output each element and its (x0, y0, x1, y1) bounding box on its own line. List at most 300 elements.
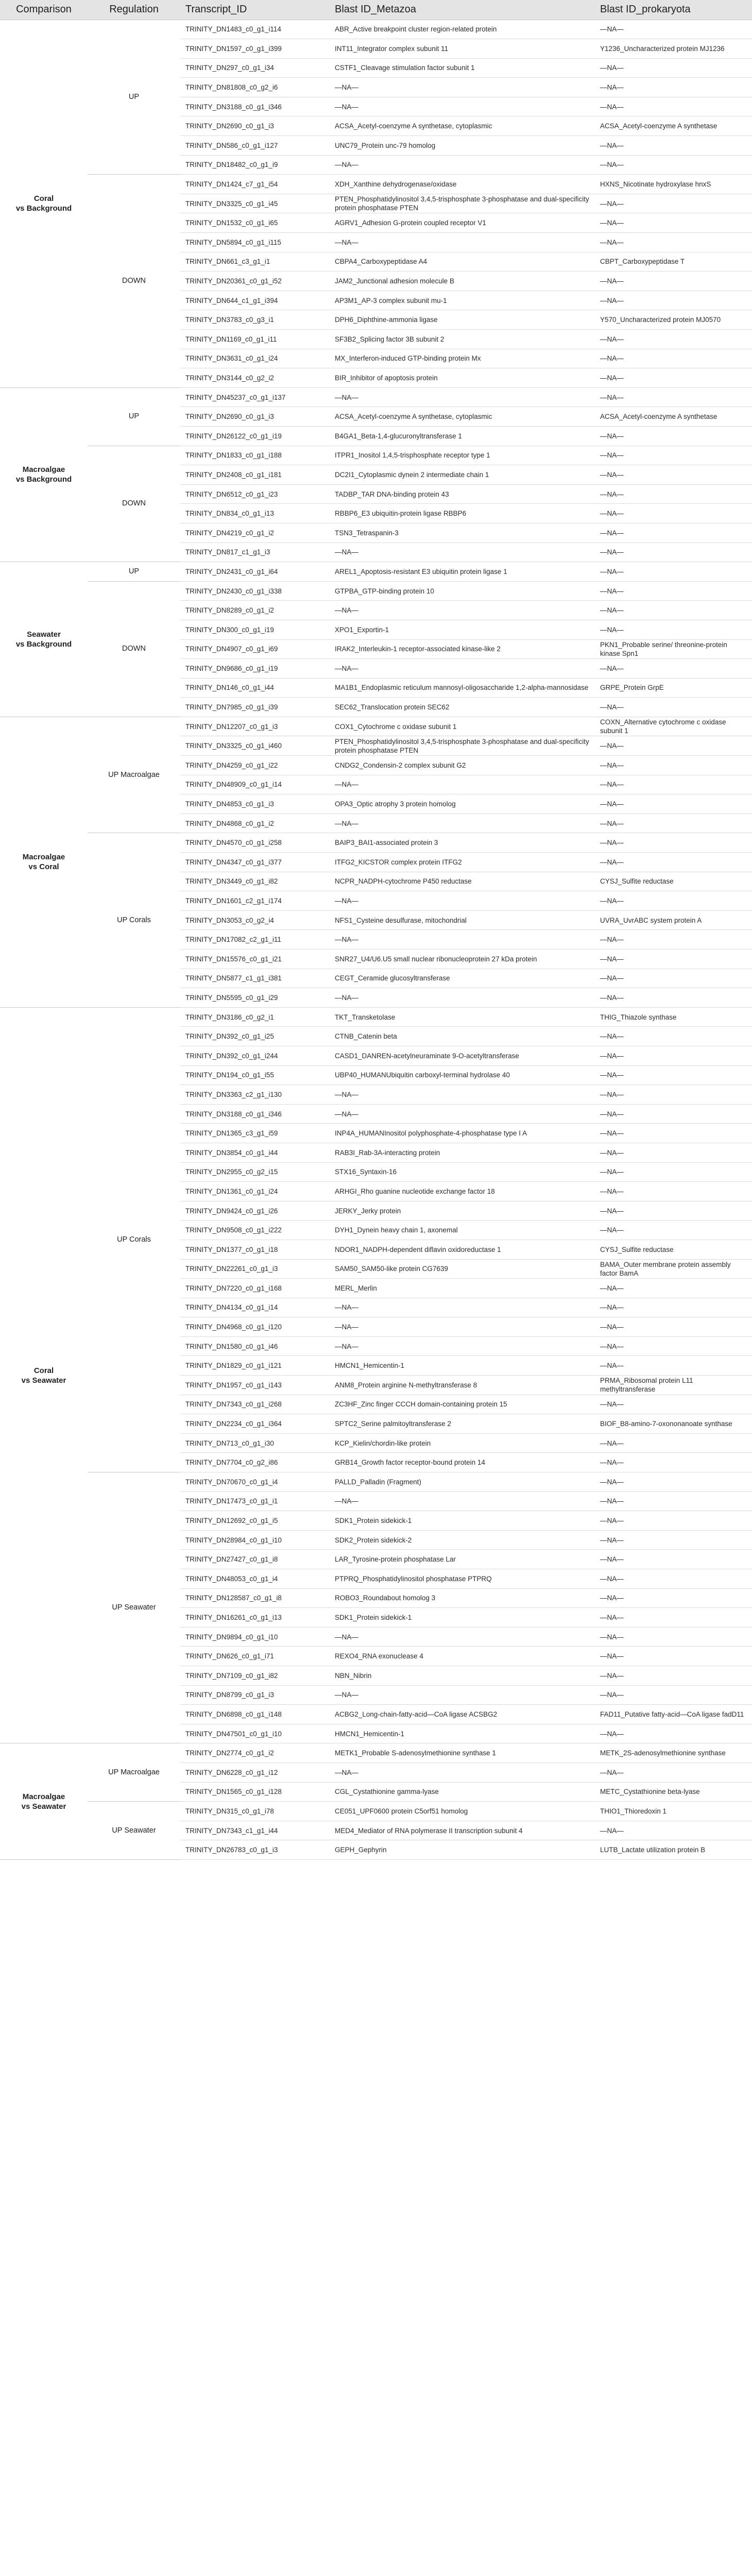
transcript-id-cell: TRINITY_DN2690_c0_g1_i3 (180, 116, 330, 136)
transcript-id-cell: TRINITY_DN1532_c0_g1_i65 (180, 213, 330, 233)
transcript-id-cell: TRINITY_DN3325_c0_g1_i45 (180, 194, 330, 213)
transcript-id-cell: TRINITY_DN128587_c0_g1_i8 (180, 1588, 330, 1608)
regulation-cell: UP (88, 20, 180, 175)
regulation-cell: DOWN (88, 446, 180, 562)
blast-prokaryota-cell: —NA— (595, 484, 752, 504)
transcript-id-cell: TRINITY_DN2430_c0_g1_i338 (180, 581, 330, 601)
blast-metazoa-cell: —NA— (330, 97, 595, 116)
transcript-id-cell: TRINITY_DN713_c0_g1_i30 (180, 1433, 330, 1453)
blast-metazoa-cell: DYH1_Dynein heavy chain 1, axonemal (330, 1221, 595, 1240)
blast-prokaryota-cell: CBPT_Carboxypeptidase T (595, 252, 752, 272)
blast-metazoa-cell: SF3B2_Splicing factor 3B subunit 2 (330, 330, 595, 349)
blast-prokaryota-cell: —NA— (595, 1336, 752, 1356)
blast-prokaryota-cell: ACSA_Acetyl-coenzyme A synthetase (595, 116, 752, 136)
blast-prokaryota-cell: —NA— (595, 1724, 752, 1743)
blast-metazoa-cell: COX1_Cytochrome c oxidase subunit 1 (330, 717, 595, 736)
transcript-id-cell: TRINITY_DN47501_c0_g1_i10 (180, 1724, 330, 1743)
transcript-id-cell: TRINITY_DN6898_c0_g1_i148 (180, 1705, 330, 1724)
blast-prokaryota-cell: —NA— (595, 426, 752, 446)
blast-prokaryota-cell: —NA— (595, 446, 752, 465)
blast-prokaryota-cell: —NA— (595, 601, 752, 620)
transcript-id-cell: TRINITY_DN3144_c0_g2_i2 (180, 368, 330, 388)
blast-metazoa-cell: —NA— (330, 1317, 595, 1337)
blast-prokaryota-cell: THIO1_Thioredoxin 1 (595, 1802, 752, 1821)
blast-prokaryota-cell: PKN1_Probable serine/ threonine-protein kinase Spn1 (595, 639, 752, 659)
blast-prokaryota-cell: —NA— (595, 1550, 752, 1569)
blast-metazoa-cell: —NA— (330, 78, 595, 97)
blast-metazoa-cell: —NA— (330, 1085, 595, 1105)
blast-prokaryota-cell: THIG_Thiazole synthase (595, 1007, 752, 1027)
blast-prokaryota-cell: —NA— (595, 1433, 752, 1453)
transcript-id-cell: TRINITY_DN661_c3_g1_i1 (180, 252, 330, 272)
transcript-id-cell: TRINITY_DN12207_c0_g1_i3 (180, 717, 330, 736)
blast-prokaryota-cell: —NA— (595, 891, 752, 911)
blast-prokaryota-cell: —NA— (595, 368, 752, 388)
blast-prokaryota-cell: BIOF_B8-amino-7-oxononanoate synthase (595, 1414, 752, 1434)
blast-prokaryota-cell: —NA— (595, 969, 752, 988)
blast-prokaryota-cell: —NA— (595, 523, 752, 543)
table-row (0, 1472, 752, 1492)
transcript-id-cell: TRINITY_DN1365_c3_g1_i59 (180, 1124, 330, 1143)
transcript-id-cell: TRINITY_DN28984_c0_g1_i10 (180, 1530, 330, 1550)
blast-prokaryota-cell: —NA— (595, 620, 752, 639)
blast-prokaryota-cell: —NA— (595, 1124, 752, 1143)
transcript-id-cell: TRINITY_DN9686_c0_g1_i19 (180, 659, 330, 679)
blast-metazoa-cell: CSTF1_Cleavage stimulation factor subunit 1 (330, 58, 595, 78)
blast-prokaryota-cell: GRPE_Protein GrpE (595, 678, 752, 698)
transcript-id-cell: TRINITY_DN1957_c0_g1_i143 (180, 1376, 330, 1395)
transcript-id-cell: TRINITY_DN45237_c0_g1_i137 (180, 387, 330, 407)
transcript-id-cell: TRINITY_DN2408_c0_g1_i181 (180, 465, 330, 485)
blast-prokaryota-cell: CYSJ_Sulfite reductase (595, 1240, 752, 1259)
blast-metazoa-cell: IRAK2_Interleukin-1 receptor-associated kinase-like 2 (330, 639, 595, 659)
blast-metazoa-cell: INP4A_HUMANInositol polyphosphate-4-phosphatase type I A (330, 1124, 595, 1143)
transcript-id-cell: TRINITY_DN392_c0_g1_i25 (180, 1027, 330, 1046)
blast-metazoa-cell: —NA— (330, 543, 595, 562)
transcript-id-cell: TRINITY_DN48909_c0_g1_i14 (180, 775, 330, 794)
blast-prokaryota-cell: —NA— (595, 1569, 752, 1589)
transcript-id-cell: TRINITY_DN146_c0_g1_i44 (180, 678, 330, 698)
transcript-id-cell: TRINITY_DN15576_c0_g1_i21 (180, 950, 330, 969)
comparison-cell: Macroalgae vs Background (0, 387, 88, 562)
blast-prokaryota-cell: LUTB_Lactate utilization protein B (595, 1840, 752, 1860)
regulation-cell: UP Seawater (88, 1802, 180, 1860)
regulation-cell: UP (88, 562, 180, 582)
transcript-id-cell: TRINITY_DN4853_c0_g1_i3 (180, 794, 330, 814)
transcript-id-cell: TRINITY_DN26122_c0_g1_i19 (180, 426, 330, 446)
transcript-id-cell: TRINITY_DN2234_c0_g1_i364 (180, 1414, 330, 1434)
transcript-id-cell: TRINITY_DN1597_c0_g1_i399 (180, 39, 330, 59)
blast-metazoa-cell: BIR_Inhibitor of apoptosis protein (330, 368, 595, 388)
blast-metazoa-cell: ITFG2_KICSTOR complex protein ITFG2 (330, 853, 595, 872)
blast-prokaryota-cell: Y570_Uncharacterized protein MJ0570 (595, 310, 752, 330)
blast-metazoa-cell: SDK1_Protein sidekick-1 (330, 1608, 595, 1628)
blast-prokaryota-cell: —NA— (595, 698, 752, 717)
blast-metazoa-cell: PALLD_Palladin (Fragment) (330, 1472, 595, 1492)
transcript-id-cell: TRINITY_DN1361_c0_g1_i24 (180, 1182, 330, 1201)
regulation-cell: UP Seawater (88, 1472, 180, 1743)
transcript-id-cell: TRINITY_DN1169_c0_g1_i11 (180, 330, 330, 349)
transcript-id-cell: TRINITY_DN1424_c7_g1_i54 (180, 175, 330, 194)
blast-metazoa-cell: OPA3_Optic atrophy 3 protein homolog (330, 794, 595, 814)
transcript-id-cell: TRINITY_DN817_c1_g1_i3 (180, 543, 330, 562)
blast-metazoa-cell: NBN_Nibrin (330, 1666, 595, 1685)
blast-metazoa-cell: HMCN1_Hemicentin-1 (330, 1356, 595, 1376)
transcript-id-cell: TRINITY_DN3053_c0_g2_i4 (180, 910, 330, 930)
transcript-id-cell: TRINITY_DN6228_c0_g1_i12 (180, 1762, 330, 1782)
table-row (0, 387, 752, 407)
table-row (0, 1743, 752, 1763)
blast-metazoa-cell: STX16_Syntaxin-16 (330, 1162, 595, 1182)
transcript-id-cell: TRINITY_DN20361_c0_g1_i52 (180, 272, 330, 291)
blast-prokaryota-cell: HXNS_Nicotinate hydroxylase hnxS (595, 175, 752, 194)
regulation-cell: UP Macroalgae (88, 717, 180, 833)
comparison-cell: Coral vs Seawater (0, 1007, 88, 1743)
blast-prokaryota-cell: —NA— (595, 1085, 752, 1105)
blast-prokaryota-cell: —NA— (595, 155, 752, 175)
table-row (0, 20, 752, 39)
transcript-id-cell: TRINITY_DN70670_c0_g1_i4 (180, 1472, 330, 1492)
transcript-id-cell: TRINITY_DN7985_c0_g1_i39 (180, 698, 330, 717)
blast-prokaryota-cell: —NA— (595, 233, 752, 252)
blast-metazoa-cell: —NA— (330, 233, 595, 252)
regulation-cell: UP Macroalgae (88, 1743, 180, 1802)
table-row (0, 833, 752, 853)
blast-metazoa-cell: B4GA1_Beta-1,4-glucuronyltransferase 1 (330, 426, 595, 446)
blast-prokaryota-cell: —NA— (595, 1472, 752, 1492)
blast-metazoa-cell: PTEN_Phosphatidylinositol 3,4,5-trisphosphate 3-phosphatase and dual-specificity protein phosphatase PTEN (330, 194, 595, 213)
transcript-id-cell: TRINITY_DN626_c0_g1_i71 (180, 1647, 330, 1666)
blast-prokaryota-cell: UVRA_UvrABC system protein A (595, 910, 752, 930)
transcript-id-cell: TRINITY_DN644_c1_g1_i394 (180, 291, 330, 310)
transcript-id-cell: TRINITY_DN7343_c1_g1_i44 (180, 1821, 330, 1840)
blast-prokaryota-cell: BAMA_Outer membrane protein assembly factor BamA (595, 1259, 752, 1279)
comparison-cell: Seawater vs Background (0, 562, 88, 717)
transcript-id-cell: TRINITY_DN4259_c0_g1_i22 (180, 756, 330, 775)
blast-metazoa-cell: RAB3I_Rab-3A-interacting protein (330, 1143, 595, 1162)
transcript-id-cell: TRINITY_DN834_c0_g1_i13 (180, 504, 330, 523)
blast-prokaryota-cell: —NA— (595, 78, 752, 97)
comparison-cell: Macroalgae vs Seawater (0, 1743, 88, 1860)
transcript-id-cell: TRINITY_DN297_c0_g1_i34 (180, 58, 330, 78)
blast-prokaryota-cell: —NA— (595, 581, 752, 601)
transcript-id-cell: TRINITY_DN17473_c0_g1_i1 (180, 1492, 330, 1511)
blast-prokaryota-cell: —NA— (595, 775, 752, 794)
blast-prokaryota-cell: Y1236_Uncharacterized protein MJ1236 (595, 39, 752, 59)
blast-metazoa-cell: GEPH_Gephyrin (330, 1840, 595, 1860)
transcript-id-cell: TRINITY_DN2431_c0_g1_i64 (180, 562, 330, 582)
transcript-id-cell: TRINITY_DN6512_c0_g1_i23 (180, 484, 330, 504)
blast-prokaryota-cell: METC_Cystathionine beta-lyase (595, 1782, 752, 1802)
transcript-id-cell: TRINITY_DN1377_c0_g1_i18 (180, 1240, 330, 1259)
blast-metazoa-cell: UNC79_Protein unc-79 homolog (330, 136, 595, 156)
blast-metazoa-cell: ACBG2_Long-chain-fatty-acid—CoA ligase ACSBG2 (330, 1705, 595, 1724)
transcript-id-cell: TRINITY_DN3854_c0_g1_i44 (180, 1143, 330, 1162)
transcript-id-cell: TRINITY_DN2774_c0_g1_i2 (180, 1743, 330, 1763)
transcript-id-cell: TRINITY_DN9894_c0_g1_i10 (180, 1627, 330, 1647)
transcript-id-cell: TRINITY_DN5595_c0_g1_i29 (180, 988, 330, 1008)
blast-metazoa-cell: ACSA_Acetyl-coenzyme A synthetase, cytoplasmic (330, 407, 595, 427)
blast-prokaryota-cell: —NA— (595, 97, 752, 116)
regulation-cell: UP (88, 387, 180, 446)
header-transcript-id: Transcript_ID (180, 0, 330, 20)
blast-prokaryota-cell: —NA— (595, 1027, 752, 1046)
blast-metazoa-cell: —NA— (330, 891, 595, 911)
blast-metazoa-cell: ANM8_Protein arginine N-methyltransferase 8 (330, 1376, 595, 1395)
blast-metazoa-cell: —NA— (330, 1298, 595, 1317)
blast-metazoa-cell: GRB14_Growth factor receptor-bound protein 14 (330, 1453, 595, 1472)
blast-prokaryota-cell: —NA— (595, 833, 752, 853)
blast-metazoa-cell: SEC62_Translocation protein SEC62 (330, 698, 595, 717)
blast-prokaryota-cell: —NA— (595, 756, 752, 775)
blast-metazoa-cell: XPO1_Exportin-1 (330, 620, 595, 639)
blast-prokaryota-cell: —NA— (595, 1065, 752, 1085)
table-row (0, 175, 752, 194)
transcript-id-cell: TRINITY_DN3631_c0_g1_i24 (180, 349, 330, 368)
transcript-id-cell: TRINITY_DN4347_c0_g1_i377 (180, 853, 330, 872)
transcript-id-cell: TRINITY_DN4134_c0_g1_i14 (180, 1298, 330, 1317)
table-row (0, 446, 752, 465)
blast-metazoa-cell: SAM50_SAM50-like protein CG7639 (330, 1259, 595, 1279)
table-row (0, 581, 752, 601)
blast-metazoa-cell: ZC3HF_Zinc finger CCCH domain-containing protein 15 (330, 1395, 595, 1414)
header-regulation: Regulation (88, 0, 180, 20)
blast-metazoa-cell: SNR27_U4/U6.U5 small nuclear ribonucleoprotein 27 kDa protein (330, 950, 595, 969)
blast-metazoa-cell: ABR_Active breakpoint cluster region-related protein (330, 20, 595, 39)
blast-prokaryota-cell: —NA— (595, 20, 752, 39)
blast-prokaryota-cell: —NA— (595, 543, 752, 562)
blast-prokaryota-cell: —NA— (595, 1666, 752, 1685)
blast-prokaryota-cell: —NA— (595, 659, 752, 679)
header-blast-metazoa: Blast ID_Metazoa (330, 0, 595, 20)
blast-metazoa-cell: CASD1_DANREN-acetylneuraminate 9-O-acetyltransferase (330, 1046, 595, 1065)
transcript-id-cell: TRINITY_DN18482_c0_g1_i9 (180, 155, 330, 175)
transcript-id-cell: TRINITY_DN3449_c0_g1_i82 (180, 872, 330, 891)
transcript-id-cell: TRINITY_DN3325_c0_g1_i460 (180, 736, 330, 756)
blast-metazoa-cell: ITPR1_Inositol 1,4,5-trisphosphate receptor type 1 (330, 446, 595, 465)
transcript-id-cell: TRINITY_DN3186_c0_g2_i1 (180, 1007, 330, 1027)
blast-prokaryota-cell: —NA— (595, 1762, 752, 1782)
blast-prokaryota-cell: ACSA_Acetyl-coenzyme A synthetase (595, 407, 752, 427)
blast-prokaryota-cell: —NA— (595, 291, 752, 310)
blast-prokaryota-cell: —NA— (595, 330, 752, 349)
blast-metazoa-cell: MA1B1_Endoplasmic reticulum mannosyl-oligosaccharide 1,2-alpha-mannosidase (330, 678, 595, 698)
blast-prokaryota-cell: —NA— (595, 736, 752, 756)
blast-prokaryota-cell: —NA— (595, 465, 752, 485)
blast-metazoa-cell: —NA— (330, 1685, 595, 1705)
table-header (0, 0, 752, 20)
blast-prokaryota-cell: CYSJ_Sulfite reductase (595, 872, 752, 891)
blast-prokaryota-cell: COXN_Alternative cytochrome c oxidase subunit 1 (595, 717, 752, 736)
transcript-id-cell: TRINITY_DN3188_c0_g1_i346 (180, 1104, 330, 1124)
blast-metazoa-cell: PTPRQ_Phosphatidylinositol phosphatase PTPRQ (330, 1569, 595, 1589)
blast-metazoa-cell: TKT_Transketolase (330, 1007, 595, 1027)
blast-prokaryota-cell: —NA— (595, 136, 752, 156)
blast-metazoa-cell: ROBO3_Roundabout homolog 3 (330, 1588, 595, 1608)
blast-metazoa-cell: UBP40_HUMANUbiquitin carboxyl-terminal hydrolase 40 (330, 1065, 595, 1085)
transcript-id-cell: TRINITY_DN3188_c0_g1_i346 (180, 97, 330, 116)
blast-metazoa-cell: SDK2_Protein sidekick-2 (330, 1530, 595, 1550)
blast-metazoa-cell: —NA— (330, 775, 595, 794)
transcript-id-cell: TRINITY_DN8799_c0_g1_i3 (180, 1685, 330, 1705)
blast-prokaryota-cell: —NA— (595, 930, 752, 950)
blast-metazoa-cell: PTEN_Phosphatidylinositol 3,4,5-trisphosphate 3-phosphatase and dual-specificity protein phosphatase PTEN (330, 736, 595, 756)
transcript-id-cell: TRINITY_DN27427_c0_g1_i8 (180, 1550, 330, 1569)
transcript-id-cell: TRINITY_DN1565_c0_g1_i128 (180, 1782, 330, 1802)
blast-metazoa-cell: INT11_Integrator complex subunit 11 (330, 39, 595, 59)
transcript-id-cell: TRINITY_DN4868_c0_g1_i2 (180, 814, 330, 833)
blast-prokaryota-cell: —NA— (595, 387, 752, 407)
transcript-id-cell: TRINITY_DN2690_c0_g1_i3 (180, 407, 330, 427)
blast-metazoa-cell: KCP_Kielin/chordin-like protein (330, 1433, 595, 1453)
transcript-id-cell: TRINITY_DN392_c0_g1_i244 (180, 1046, 330, 1065)
transcript-id-cell: TRINITY_DN48053_c0_g1_i4 (180, 1569, 330, 1589)
blast-prokaryota-cell: —NA— (595, 1627, 752, 1647)
blast-metazoa-cell: —NA— (330, 659, 595, 679)
table-row (0, 1802, 752, 1821)
blast-prokaryota-cell: —NA— (595, 1511, 752, 1531)
blast-metazoa-cell: MED4_Mediator of RNA polymerase II transcription subunit 4 (330, 1821, 595, 1840)
blast-metazoa-cell: RBBP6_E3 ubiquitin-protein ligase RBBP6 (330, 504, 595, 523)
blast-metazoa-cell: CNDG2_Condensin-2 complex subunit G2 (330, 756, 595, 775)
blast-metazoa-cell: —NA— (330, 988, 595, 1008)
transcript-id-cell: TRINITY_DN3783_c0_g3_i1 (180, 310, 330, 330)
transcript-id-cell: TRINITY_DN9424_c0_g1_i26 (180, 1201, 330, 1221)
blast-prokaryota-cell: —NA— (595, 1356, 752, 1376)
blast-metazoa-cell: —NA— (330, 1762, 595, 1782)
blast-metazoa-cell: AGRV1_Adhesion G-protein coupled receptor V1 (330, 213, 595, 233)
blast-metazoa-cell: —NA— (330, 601, 595, 620)
transcript-id-cell: TRINITY_DN7220_c0_g1_i168 (180, 1279, 330, 1298)
transcript-id-cell: TRINITY_DN1833_c0_g1_i188 (180, 446, 330, 465)
regulation-cell: UP Corals (88, 833, 180, 1007)
blast-prokaryota-cell: PRMA_Ribosomal protein L11 methyltransferase (595, 1376, 752, 1395)
blast-metazoa-cell: XDH_Xanthine dehydrogenase/oxidase (330, 175, 595, 194)
blast-metazoa-cell: LAR_Tyrosine-protein phosphatase Lar (330, 1550, 595, 1569)
blast-metazoa-cell: —NA— (330, 1627, 595, 1647)
transcript-id-cell: TRINITY_DN194_c0_g1_i55 (180, 1065, 330, 1085)
blast-metazoa-cell: DPH6_Diphthine-ammonia ligase (330, 310, 595, 330)
transcript-id-cell: TRINITY_DN1601_c2_g1_i174 (180, 891, 330, 911)
transcript-id-cell: TRINITY_DN4570_c0_g1_i258 (180, 833, 330, 853)
blast-metazoa-cell: JERKY_Jerky protein (330, 1201, 595, 1221)
transcript-id-cell: TRINITY_DN26783_c0_g1_i3 (180, 1840, 330, 1860)
blast-metazoa-cell: MERL_Merlin (330, 1279, 595, 1298)
blast-metazoa-cell: CTNB_Catenin beta (330, 1027, 595, 1046)
transcript-id-cell: TRINITY_DN7704_c0_g2_i86 (180, 1453, 330, 1472)
blast-prokaryota-cell: —NA— (595, 1298, 752, 1317)
blast-prokaryota-cell: —NA— (595, 562, 752, 582)
blast-metazoa-cell: —NA— (330, 155, 595, 175)
blast-prokaryota-cell: —NA— (595, 1182, 752, 1201)
regulation-cell: DOWN (88, 581, 180, 717)
transcript-id-cell: TRINITY_DN1483_c0_g1_i114 (180, 20, 330, 39)
blast-prokaryota-cell: —NA— (595, 1046, 752, 1065)
blast-prokaryota-cell: —NA— (595, 1588, 752, 1608)
blast-prokaryota-cell: —NA— (595, 1162, 752, 1182)
blast-metazoa-cell: METK1_Probable S-adenosylmethionine synthase 1 (330, 1743, 595, 1763)
blast-prokaryota-cell: —NA— (595, 1143, 752, 1162)
blast-metazoa-cell: MX_Interferon-induced GTP-binding protein Mx (330, 349, 595, 368)
blast-metazoa-cell: BAIP3_BAI1-associated protein 3 (330, 833, 595, 853)
blast-prokaryota-cell: FAD11_Putative fatty-acid—CoA ligase fadD11 (595, 1705, 752, 1724)
blast-metazoa-cell: —NA— (330, 930, 595, 950)
blast-prokaryota-cell: —NA— (595, 1608, 752, 1628)
table-row (0, 1007, 752, 1027)
transcript-id-cell: TRINITY_DN8289_c0_g1_i2 (180, 601, 330, 620)
blast-prokaryota-cell: —NA— (595, 1685, 752, 1705)
blast-metazoa-cell: TSN3_Tetraspanin-3 (330, 523, 595, 543)
blast-prokaryota-cell: —NA— (595, 1221, 752, 1240)
blast-prokaryota-cell: —NA— (595, 349, 752, 368)
comparison-cell: Macroalgae vs Coral (0, 717, 88, 1007)
header-comparison: Comparison (0, 0, 88, 20)
blast-prokaryota-cell: —NA— (595, 950, 752, 969)
blast-metazoa-cell: NDOR1_NADPH-dependent diflavin oxidoreductase 1 (330, 1240, 595, 1259)
blast-prokaryota-cell: —NA— (595, 794, 752, 814)
blast-prokaryota-cell: —NA— (595, 988, 752, 1008)
blast-prokaryota-cell: —NA— (595, 1395, 752, 1414)
blast-metazoa-cell: CBPA4_Carboxypeptidase A4 (330, 252, 595, 272)
blast-metazoa-cell: NFS1_Cysteine desulfurase, mitochondrial (330, 910, 595, 930)
transcript-id-cell: TRINITY_DN1829_c0_g1_i121 (180, 1356, 330, 1376)
blast-prokaryota-cell: —NA— (595, 1317, 752, 1337)
blast-metazoa-cell: —NA— (330, 1336, 595, 1356)
transcript-id-cell: TRINITY_DN22261_c0_g1_i3 (180, 1259, 330, 1279)
blast-prokaryota-cell: —NA— (595, 814, 752, 833)
blast-metazoa-cell: CGL_Cystathionine gamma-lyase (330, 1782, 595, 1802)
blast-metazoa-cell: CE051_UPF0600 protein C5orf51 homolog (330, 1802, 595, 1821)
transcript-id-cell: TRINITY_DN300_c0_g1_i19 (180, 620, 330, 639)
blast-metazoa-cell: CEGT_Ceramide glucosyltransferase (330, 969, 595, 988)
transcript-id-cell: TRINITY_DN7343_c0_g1_i268 (180, 1395, 330, 1414)
blast-prokaryota-cell: —NA— (595, 1821, 752, 1840)
table-row (0, 717, 752, 736)
regulation-cell: DOWN (88, 175, 180, 388)
blast-metazoa-cell: AREL1_Apoptosis-resistant E3 ubiquitin protein ligase 1 (330, 562, 595, 582)
table-row (0, 562, 752, 582)
transcript-id-cell: TRINITY_DN81808_c0_g2_i6 (180, 78, 330, 97)
transcript-id-cell: TRINITY_DN586_c0_g1_i127 (180, 136, 330, 156)
blast-metazoa-cell: REXO4_RNA exonuclease 4 (330, 1647, 595, 1666)
transcript-id-cell: TRINITY_DN315_c0_g1_i78 (180, 1802, 330, 1821)
blast-prokaryota-cell: —NA— (595, 1647, 752, 1666)
blast-prokaryota-cell: —NA— (595, 1492, 752, 1511)
blast-prokaryota-cell: —NA— (595, 213, 752, 233)
blast-prokaryota-cell: —NA— (595, 272, 752, 291)
transcript-id-cell: TRINITY_DN4907_c0_g1_i69 (180, 639, 330, 659)
transcript-id-cell: TRINITY_DN17082_c2_g1_i11 (180, 930, 330, 950)
blast-metazoa-cell: —NA— (330, 387, 595, 407)
transcript-id-cell: TRINITY_DN7109_c0_g1_i82 (180, 1666, 330, 1685)
header-blast-prokaryota: Blast ID_prokaryota (595, 0, 752, 20)
blast-metazoa-cell: AP3M1_AP-3 complex subunit mu-1 (330, 291, 595, 310)
blast-prokaryota-cell: METK_2S-adenosylmethionine synthase (595, 1743, 752, 1763)
blast-prokaryota-cell: —NA— (595, 1530, 752, 1550)
blast-prokaryota-cell: —NA— (595, 58, 752, 78)
blast-prokaryota-cell: —NA— (595, 853, 752, 872)
transcript-id-cell: TRINITY_DN12692_c0_g1_i5 (180, 1511, 330, 1531)
blast-prokaryota-cell: —NA— (595, 1279, 752, 1298)
blast-metazoa-cell: SPTC2_Serine palmitoyltransferase 2 (330, 1414, 595, 1434)
blast-metazoa-cell: NCPR_NADPH-cytochrome P450 reductase (330, 872, 595, 891)
blast-prokaryota-cell: —NA— (595, 1453, 752, 1472)
transcript-id-cell: TRINITY_DN5877_c1_g1_i381 (180, 969, 330, 988)
blast-prokaryota-cell: —NA— (595, 1201, 752, 1221)
transcript-id-cell: TRINITY_DN1580_c0_g1_i46 (180, 1336, 330, 1356)
blast-metazoa-cell: SDK1_Protein sidekick-1 (330, 1511, 595, 1531)
blast-prokaryota-cell: —NA— (595, 1104, 752, 1124)
